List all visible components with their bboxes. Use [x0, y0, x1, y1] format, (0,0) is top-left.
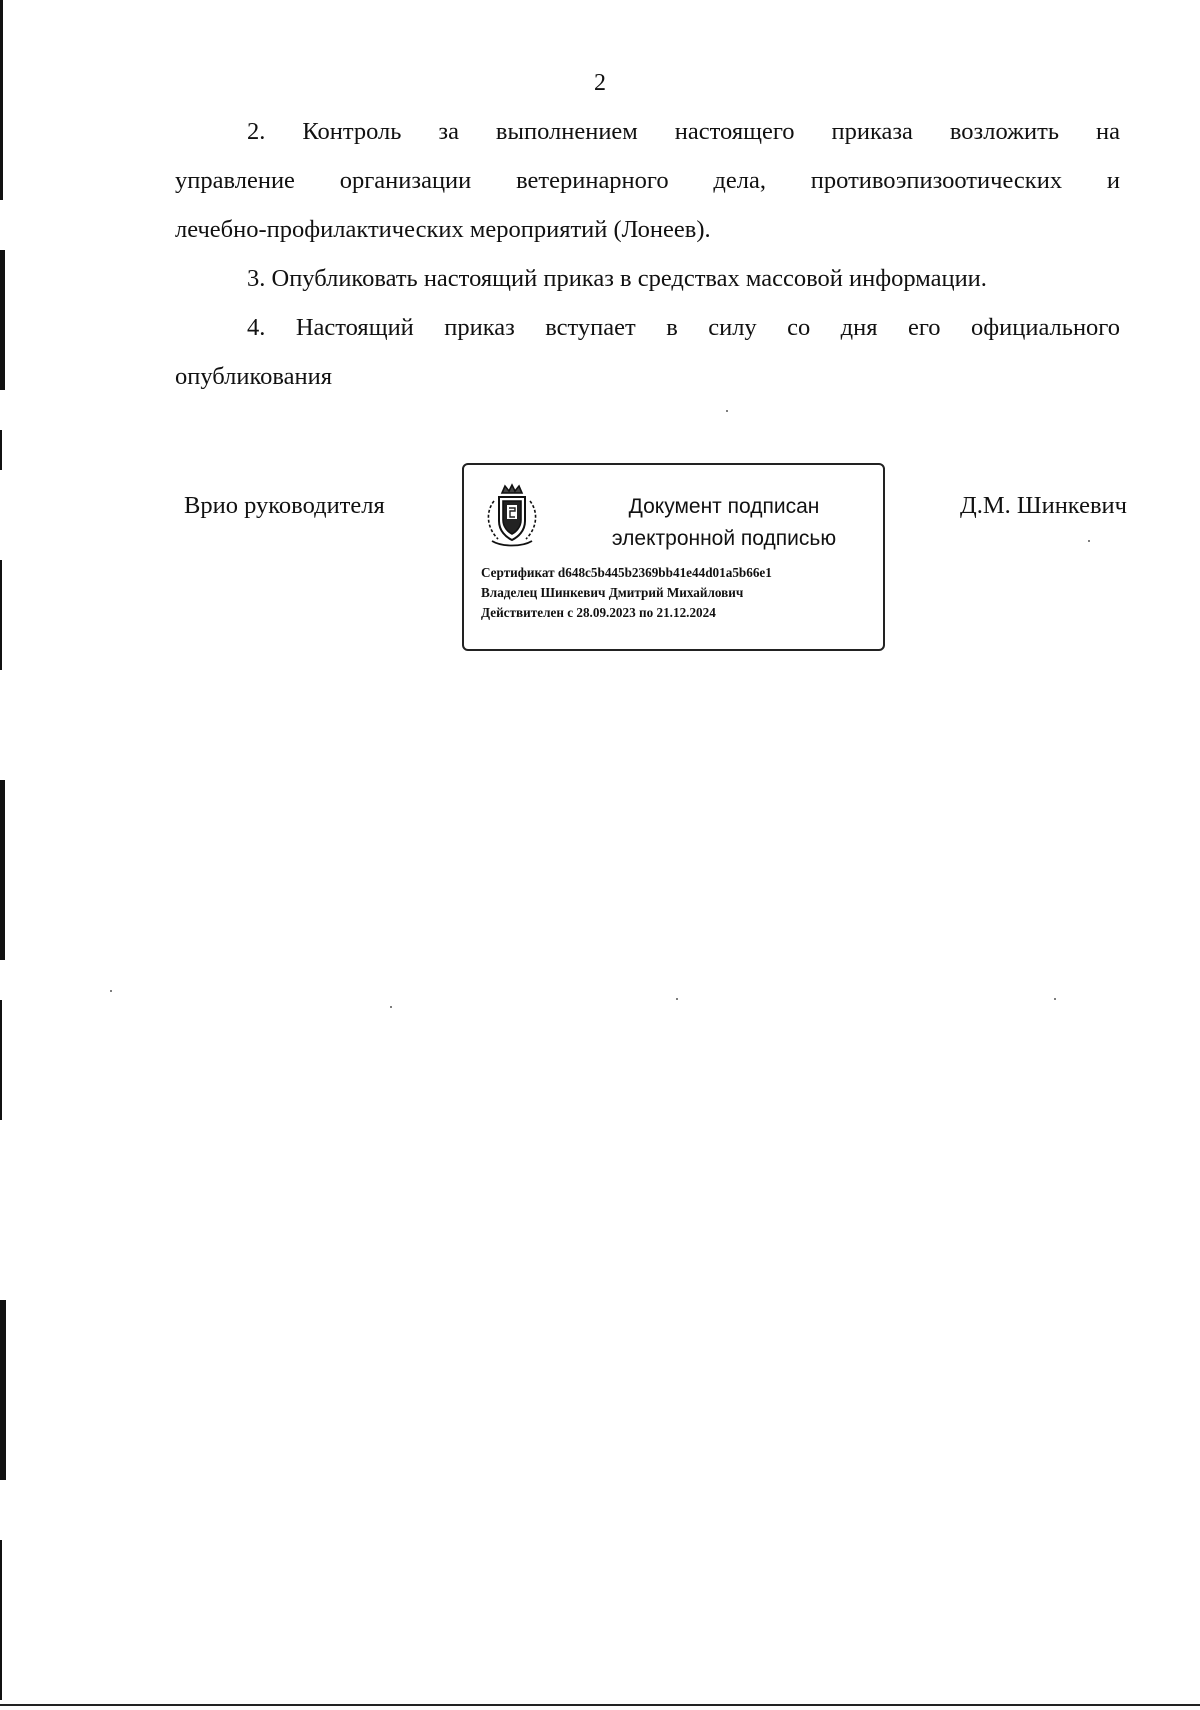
scan-edge-mark: [0, 560, 2, 670]
scan-speck: [1088, 540, 1090, 542]
stamp-title-line-2: электронной подписью: [611, 527, 837, 550]
paragraph-4-line-1: 4. Настоящий приказ вступает в силу со дня его официального: [247, 314, 1120, 341]
stamp-certificate-details: [481, 563, 772, 623]
page-number: 2: [594, 70, 606, 96]
paragraph-2-line-3: лечебно-профилактических мероприятий (Лонеев).: [175, 216, 711, 243]
scan-speck: [726, 410, 728, 412]
scan-edge-mark: [0, 1540, 2, 1700]
stamp-title: [584, 491, 864, 555]
scan-speck: [390, 1006, 392, 1008]
scan-edge-mark: [0, 1300, 6, 1480]
scan-edge-mark: [0, 250, 5, 390]
coat-of-arms-icon: [482, 483, 542, 549]
electronic-signature-stamp: [462, 463, 885, 651]
stamp-certificate: Сертификат d648c5b445b2369bb41e44d01a5b66e1: [481, 565, 772, 580]
stamp-validity: Действителен с 28.09.2023 по 21.12.2024: [481, 605, 716, 620]
scan-edge-mark: [0, 780, 5, 960]
signatory-name: Д.М. Шинкевич: [960, 492, 1127, 519]
paragraph-2-line-2: управление организации ветеринарного дела, противоэпизоотических и: [175, 167, 1120, 194]
paragraph-3-line-1: 3. Опубликовать настоящий приказ в средствах массовой информации.: [247, 265, 987, 292]
paragraph-2: [175, 107, 1120, 254]
scan-bottom-edge: [0, 1704, 1200, 1706]
scan-speck: [1054, 998, 1056, 1000]
stamp-title-line-1: Документ подписан: [628, 495, 820, 518]
scan-edge-mark: [0, 1000, 2, 1120]
signatory-role: Врио руководителя: [184, 492, 385, 519]
paragraph-4: [175, 303, 1120, 401]
scan-edge-mark: [0, 0, 3, 200]
stamp-owner: Владелец Шинкевич Дмитрий Михайлович: [481, 585, 744, 600]
paragraph-3: [175, 254, 1120, 303]
scan-edge-mark: [0, 430, 2, 470]
scan-speck: [676, 998, 678, 1000]
paragraph-4-line-2: опубликования: [175, 363, 333, 390]
scan-speck: [110, 990, 112, 992]
paragraph-2-line-1: 2. Контроль за выполнением настоящего приказа возложить на: [247, 118, 1120, 145]
